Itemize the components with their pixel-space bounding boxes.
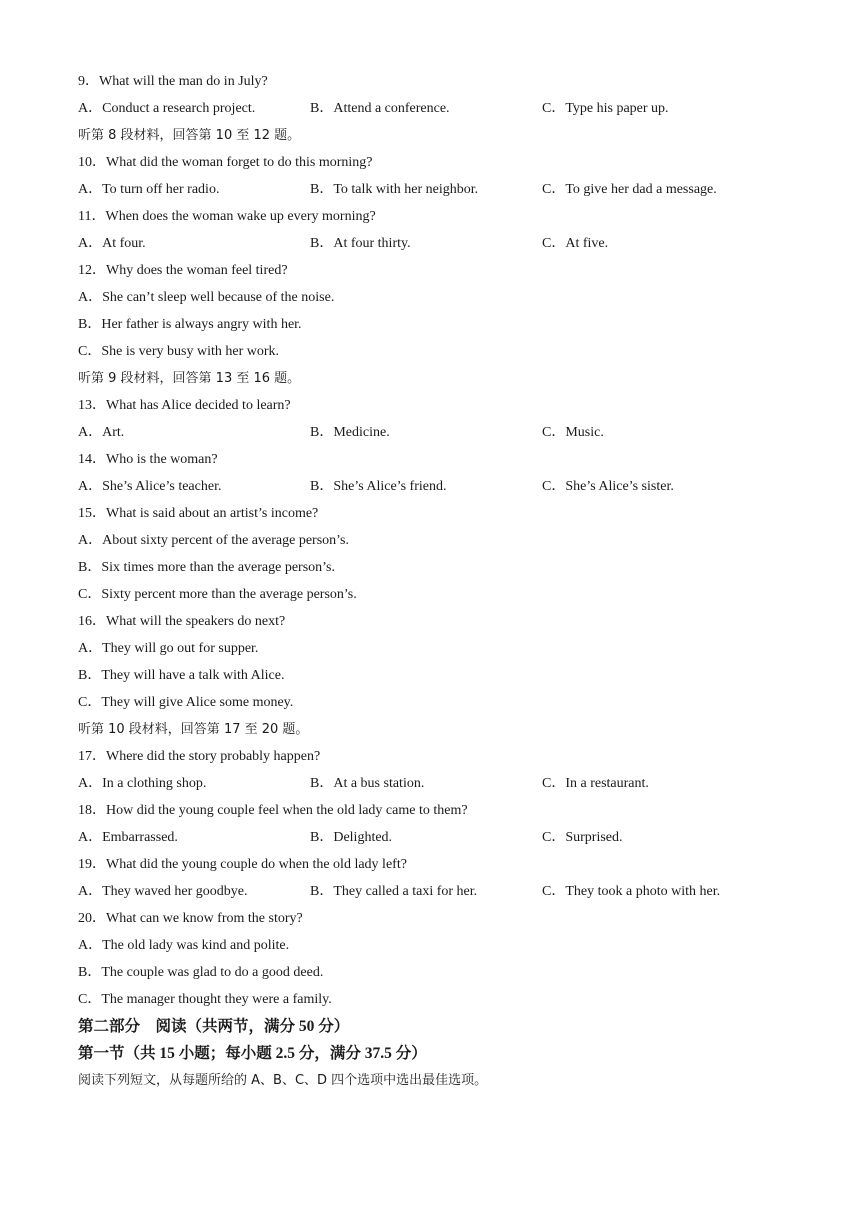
answer-option: A．Art. xyxy=(78,425,125,440)
answer-option: B．The couple was glad to do a good deed. xyxy=(78,965,324,980)
answer-option: C．She is very busy with her work. xyxy=(78,344,280,359)
document-content xyxy=(78,68,778,1094)
answer-option: B．They will have a talk with Alice. xyxy=(78,668,285,683)
answer-option: A．About sixty percent of the average person’s. xyxy=(78,533,349,548)
option-row xyxy=(78,770,778,797)
answer-option: A．To turn off her radio. xyxy=(78,182,220,197)
answer-option: B．To talk with her neighbor. xyxy=(310,182,479,197)
answer-option: B．She’s Alice’s friend. xyxy=(310,479,447,494)
answer-option: C．Music. xyxy=(542,425,604,440)
instruction-text: 阅读下列短文，从每题所给的 A、B、C、D 四个选项中选出最佳选项。 xyxy=(78,1073,488,1088)
answer-option: B．At four thirty. xyxy=(310,236,411,251)
question-text: 12．Why does the woman feel tired? xyxy=(78,263,288,278)
answer-option: C．Type his paper up. xyxy=(542,101,669,116)
answer-option: C．Surprised. xyxy=(542,830,623,845)
option-row xyxy=(78,95,778,122)
section-heading: 第二部分 阅读（共两节，满分 50 分） xyxy=(78,1018,350,1035)
question-text: 10．What did the woman forget to do this morning? xyxy=(78,155,373,170)
answer-option: C．The manager thought they were a family. xyxy=(78,992,332,1007)
option-row xyxy=(78,473,778,500)
question-text: 11．When does the woman wake up every morning? xyxy=(78,209,376,224)
question-text: 9．What will the man do in July? xyxy=(78,74,268,89)
answer-option: B．Delighted. xyxy=(310,830,393,845)
option-row xyxy=(78,230,778,257)
option-row xyxy=(78,878,778,905)
option-row xyxy=(78,824,778,851)
answer-option: C．To give her dad a message. xyxy=(542,182,717,197)
answer-option: B．Six times more than the average person’s. xyxy=(78,560,335,575)
question-text: 15．What is said about an artist’s income? xyxy=(78,506,319,521)
question-text: 16．What will the speakers do next? xyxy=(78,614,286,629)
answer-option: A．They waved her goodbye. xyxy=(78,884,248,899)
instruction-text: 听第 8 段材料，回答第 10 至 12 题。 xyxy=(78,128,301,143)
question-text: 13．What has Alice decided to learn? xyxy=(78,398,291,413)
instruction-text: 听第 9 段材料，回答第 13 至 16 题。 xyxy=(78,371,301,386)
question-text: 17．Where did the story probably happen? xyxy=(78,749,321,764)
question-text: 20．What can we know from the story? xyxy=(78,911,303,926)
answer-option: C．Sixty percent more than the average person’s. xyxy=(78,587,357,602)
answer-option: B．Medicine. xyxy=(310,425,390,440)
answer-option: C．They took a photo with her. xyxy=(542,884,721,899)
answer-option: C．At five. xyxy=(542,236,609,251)
answer-option: A．They will go out for supper. xyxy=(78,641,259,656)
answer-option: C．In a restaurant. xyxy=(542,776,649,791)
answer-option: B．Her father is always angry with her. xyxy=(78,317,302,332)
section-heading: 第一节（共 15 小题；每小题 2.5 分，满分 37.5 分） xyxy=(78,1045,427,1062)
instruction-text: 听第 10 段材料，回答第 17 至 20 题。 xyxy=(78,722,309,737)
answer-option: A．In a clothing shop. xyxy=(78,776,207,791)
answer-option: A．The old lady was kind and polite. xyxy=(78,938,290,953)
answer-option: B．Attend a conference. xyxy=(310,101,450,116)
answer-option: A．Embarrassed. xyxy=(78,830,178,845)
answer-option: A．She’s Alice’s teacher. xyxy=(78,479,222,494)
answer-option: C．They will give Alice some money. xyxy=(78,695,294,710)
option-row xyxy=(78,176,778,203)
answer-option: B．They called a taxi for her. xyxy=(310,884,478,899)
question-text: 19．What did the young couple do when the old lady left? xyxy=(78,857,407,872)
answer-option: A．At four. xyxy=(78,236,146,251)
answer-option: A．Conduct a research project. xyxy=(78,101,256,116)
question-text: 14．Who is the woman? xyxy=(78,452,218,467)
answer-option: C．She’s Alice’s sister. xyxy=(542,479,674,494)
answer-option: B．At a bus station. xyxy=(310,776,425,791)
answer-option: A．She can’t sleep well because of the noise. xyxy=(78,290,335,305)
option-row xyxy=(78,419,778,446)
question-text: 18．How did the young couple feel when the old lady came to them? xyxy=(78,803,468,818)
